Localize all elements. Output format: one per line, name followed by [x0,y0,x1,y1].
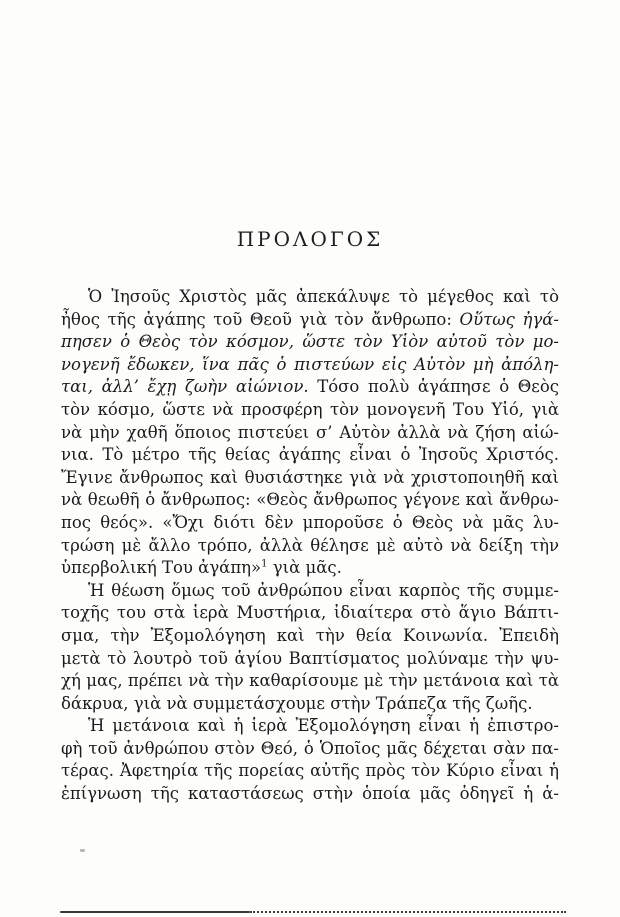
text-run: ἦθος τῆς ἀγάπης τοῦ Θεοῦ γιὰ τὸν ἄνθρωπο: [61,309,460,329]
text-run: νια. Τὸ μέτρο τῆς θείας ἀγάπης εἶναι ὁ Ἰησοῦς Χριστός. [61,445,559,465]
text-run: τέρας. Ἀφετηρία τῆς πορείας αὐτῆς πρὸς τὸν Κύριο εἶναι ἡ [61,761,559,781]
text-run: Τόσο πολὺ ἀγάπησε ὁ Θεὸς [308,377,559,397]
text-line [61,309,559,332]
text-line [61,693,559,716]
text-run: τὸν κόσμο, ὥστε νὰ προσφέρη τὸν μονογενῆ Του Υἱό, γιὰ [61,399,559,419]
text-line [61,376,559,399]
text-run: νὰ μὴν χαθῆ ὅποιος πιστεύει σ’ Αὐτὸν ἀλλὰ νὰ ζήση αἰώ- [61,422,559,442]
text-run: γιὰ μᾶς. [267,558,342,578]
text-run: μετὰ τὸ λουτρὸ τοῦ ἁγίου Βαπτίσματος μολύναμε τὴν ψυ- [61,648,559,668]
text-run: σμα, τὴν Ἐξομολόγηση καὶ τὴν θεία Κοινωνία. Ἐπειδὴ [61,625,559,645]
paragraph [61,580,559,716]
scan-line-dotted-segment [250,911,566,913]
paragraph [61,286,559,580]
text-line [61,399,559,422]
text-line [61,715,559,738]
text-line [61,738,559,761]
text-line [61,580,559,603]
text-line [61,489,559,512]
text-run: φὴ τοῦ ἀνθρώπου στὸν Θεό, ὁ Ὁποῖος μᾶς δέχεται σὰν πα- [61,738,559,758]
footnote-marker: 1 [261,558,268,570]
text-line [61,783,559,806]
text-run: ὑπερβολική Του ἀγάπη» [61,558,262,578]
text-line [61,535,559,558]
scripture-quote-run: ται, ἀλλ’ ἔχῃ ζωὴν αἰώνιον. [61,377,309,397]
scan-line-solid-segment [60,911,250,913]
scripture-quote-run: Οὕτως ἠγά- [459,309,560,329]
scan-speck [80,849,85,852]
paragraph [61,715,559,805]
text-line [61,422,559,445]
text-line [61,760,559,783]
text-line [61,444,559,467]
text-line [61,354,559,377]
text-line [61,625,559,648]
text-line [61,512,559,535]
text-run: ἐπίγνωση τῆς καταστάσεως στὴν ὁποία μᾶς ὁδηγεῖ ἡ ἁ- [61,784,559,804]
text-line [61,648,559,671]
text-line [61,286,559,309]
text-run: τοχῆς του στὰ ἱερὰ Μυστήρια, ἰδιαίτερα στὸ ἅγιο Βάπτι- [61,603,559,623]
text-line [61,557,559,580]
text-run: πος θεός». «Ὄχι διότι δὲν μποροῦσε ὁ Θεὸς νὰ μᾶς λυ- [61,512,559,532]
page-bottom-scan-line [60,911,566,914]
body-text-block [61,286,559,806]
prologue-heading: ΠΡΟΛΟΓΟΣ [236,227,384,251]
text-run: δάκρυα, γιὰ νὰ συμμετάσχουμε στὴν Τράπεζα τῆς ζωῆς. [61,693,533,713]
text-run: χή μας, πρέπει νὰ τὴν καθαρίσουμε μὲ τὴν μετάνοια καὶ τὰ [61,671,559,691]
text-run: Ἡ μετάνοια καὶ ἡ ἱερὰ Ἐξομολόγηση εἶναι ἡ ἐπιστρο- [88,716,559,736]
text-run: τρώση μὲ ἄλλο τρόπο, ἀλλὰ θέλησε μὲ αὐτὸ νὰ δείξη τὴν [61,535,559,555]
text-run: Ὁ Ἰησοῦς Χριστὸς μᾶς ἀπεκάλυψε τὸ μέγεθος καὶ τὸ [88,287,559,306]
text-run: Ἡ θέωση ὅμως τοῦ ἀνθρώπου εἶναι καρπὸς τῆς συμμε- [88,580,559,600]
scripture-quote-run: πησεν ὁ Θεὸς τὸν κόσμον, ὥστε τὸν Υἱὸν αὐτοῦ τὸν μο- [61,332,559,352]
text-line [61,331,559,354]
text-line [61,602,559,625]
text-run: νὰ θεωθῆ ὁ ἄνθρωπος: «Θεὸς ἄνθρωπος γέγονε καὶ ἄνθρω- [61,490,559,510]
scripture-quote-run: νογενῆ ἔδωκεν, ἵνα πᾶς ὁ πιστεύων εἰς Αὐτὸν μὴ ἀπόλη- [61,354,559,374]
text-run: Ἔγινε ἄνθρωπος καὶ θυσιάστηκε γιὰ νὰ χριστοποιηθῆ καὶ [61,467,559,487]
text-line [61,467,559,490]
text-line [61,670,559,693]
